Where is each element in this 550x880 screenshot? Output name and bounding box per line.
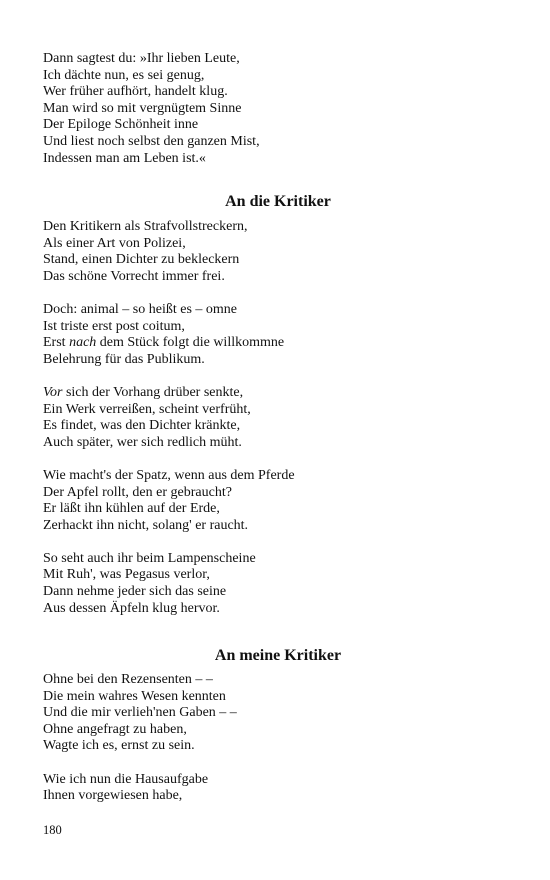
verse-line: Ein Werk verreißen, scheint verfrüht, xyxy=(43,401,251,417)
verse-line xyxy=(43,385,513,402)
verse-line: Ohne bei den Rezensenten – – xyxy=(43,672,213,687)
verse-line: Das schöne Vorrecht immer frei. xyxy=(43,268,225,284)
verse-line: Auch später, wer sich redlich müht. xyxy=(43,434,242,450)
verse-fragment: dem Stück folgt die willkommne xyxy=(96,335,285,351)
verse-line: Doch: animal – so heißt es – omne xyxy=(43,301,238,317)
verse-line: Ohne angefragt zu haben, xyxy=(43,721,187,737)
verse-line: Er läßt ihn kühlen auf der Erde, xyxy=(43,501,220,517)
stanza xyxy=(43,672,513,755)
verse-line: Wer früher aufhört, handelt klug. xyxy=(43,84,228,100)
verse-line: Man wird so mit vergnügtem Sinne xyxy=(43,100,242,116)
verse-line: Indessen man am Leben ist.« xyxy=(43,150,206,166)
stanza xyxy=(43,551,513,617)
poem-title: An meine Kritiker xyxy=(214,647,342,664)
page-number: 180 xyxy=(43,823,62,837)
verse-line: Den Kritikern als Strafvollstreckern, xyxy=(43,219,248,234)
verse-line: Belehrung für das Publikum. xyxy=(43,351,205,367)
verse-line: Ich dächte nun, es sei genug, xyxy=(43,67,205,83)
verse-line: Als einer Art von Polizei, xyxy=(43,235,186,251)
verse-line: Der Apfel rollt, den er gebraucht? xyxy=(43,484,232,500)
verse-line: Wie ich nun die Hausaufgabe xyxy=(43,771,209,787)
verse-fragment: sich der Vorhang drüber senkte, xyxy=(62,384,244,400)
poem-title: An die Kritiker xyxy=(225,193,331,210)
emphasized-word: nach xyxy=(69,335,97,351)
stanza xyxy=(43,468,513,534)
verse-line: Ihnen vorgewiesen habe, xyxy=(43,788,183,804)
poem-body xyxy=(43,672,513,805)
verse-line: Ist triste erst post coitum, xyxy=(43,318,185,334)
verse-line: Zerhackt ihn nicht, solang' er raucht. xyxy=(43,517,249,533)
poem-body xyxy=(43,219,513,617)
verse-line: Und liest noch selbst den ganzen Mist, xyxy=(43,133,260,149)
verse-line: So seht auch ihr beim Lampenscheine xyxy=(43,550,256,566)
verse-line: Wie macht's der Spatz, wenn aus dem Pferde xyxy=(43,467,295,483)
verse-line: Und die mir verlieh'nen Gaben – – xyxy=(43,705,237,721)
verse-line: Die mein wahres Wesen kennten xyxy=(43,688,226,704)
opening-stanza xyxy=(43,51,513,167)
verse-line: Dann nehme jeder sich das seine xyxy=(43,584,227,600)
verse-line: Aus dessen Äpfeln klug hervor. xyxy=(43,600,220,616)
verse-line: Wagte ich es, ernst zu sein. xyxy=(43,738,195,754)
verse-line: Mit Ruh', was Pegasus verlor, xyxy=(43,567,210,583)
stanza xyxy=(43,302,513,368)
verse-line: Es findet, was den Dichter kränkte, xyxy=(43,418,241,434)
stanza xyxy=(43,219,513,285)
verse-line: Stand, einen Dichter zu bekleckern xyxy=(43,252,240,268)
emphasized-word: Vor xyxy=(43,384,63,400)
stanza xyxy=(43,772,513,805)
verse-line: Der Epiloge Schönheit inne xyxy=(43,117,199,133)
verse-line xyxy=(43,335,513,352)
verse-line: Dann sagtest du: »Ihr lieben Leute, xyxy=(43,51,240,66)
verse-fragment: Erst xyxy=(43,335,70,351)
stanza xyxy=(43,385,513,451)
